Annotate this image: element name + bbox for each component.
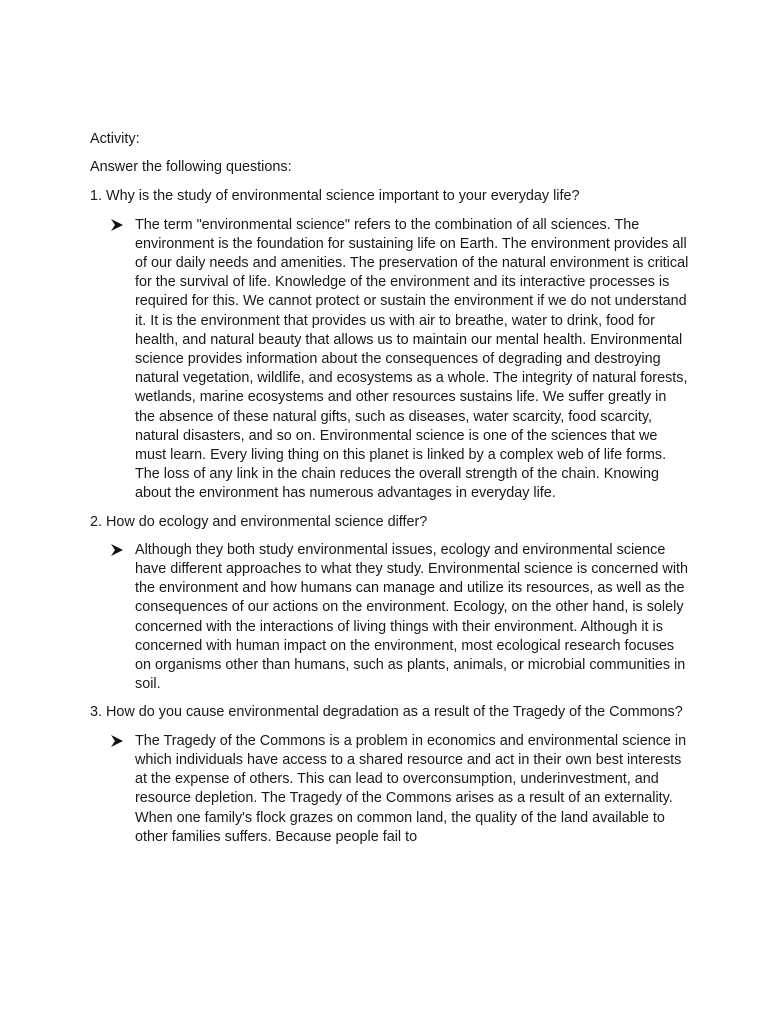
- question-1: 1. Why is the study of environmental science important to your everyday life?: [90, 188, 580, 205]
- arrowhead-bullet-icon: [110, 542, 124, 558]
- question-3: 3. How do you cause environmental degradation as a result of the Tragedy of the Commons?: [90, 704, 683, 721]
- arrowhead-bullet-icon: [110, 217, 124, 233]
- arrowhead-bullet-icon: [110, 733, 124, 749]
- activity-heading: Activity:: [90, 131, 140, 147]
- instruction-text: Answer the following questions:: [90, 159, 292, 176]
- answer-3-text: The Tragedy of the Commons is a problem in economics and environmental science in which individuals have access to a shared resource and act in their own best interests at the expense of others. This can lead to overconsumption, underinvestment, and resource depletion. The Tragedy of the Commons arises as a result of an externality. When one family's flock grazes on common land, the quality of the land available to other families suffers. Because people fail to: [135, 732, 687, 845]
- document-page: [90, 130, 690, 856]
- answer-1-text: The term "environmental science" refers to the combination of all sciences. The environment is the foundation for sustaining life on Earth. The environment provides all of our daily needs and amenities. The preservation of the natural environment is critical for the survival of life. Knowledge of the environment and its interactive processes is required for this. We cannot protect or sustain the environment if we do not understand it. It is the environment that provides us with air to breathe, water to drink, food for health, and natural beauty that allows us to maintain our mental health. Environmental science provides information about the consequences of degrading and destroying natural vegetation, wildlife, and ecosystems as a whole. The integrity of natural forests, wetlands, marine ecosystems and other resources sustains life. We suffer greatly in the absence of these natural gifts, such as diseases, water scarcity, food scarcity, natural disasters, and so on. Environmental science is one of the sciences that we must learn. Every living thing on this planet is linked by a complex web of life forms. The loss of any link in the chain reduces the overall strength of the chain. Knowing about the environment has numerous advantages in everyday life.: [135, 216, 689, 502]
- answer-2-text: Although they both study environmental issues, ecology and environmental science have different approaches to what they study. Environmental science is concerned with the environment and how humans can manage and utilize its resources, as well as the consequences of our actions on the environment. Ecology, on the other hand, is solely concerned with the interactions of living things with their environment. Although it is concerned with human impact on the environment, most ecological research focuses on organisms other than humans, such as plants, animals, or microbial communities in soil.: [135, 541, 689, 693]
- answer-3: [90, 732, 690, 847]
- answer-2: [90, 541, 690, 695]
- question-2: 2. How do ecology and environmental science differ?: [90, 513, 428, 530]
- answer-1: [90, 216, 690, 504]
